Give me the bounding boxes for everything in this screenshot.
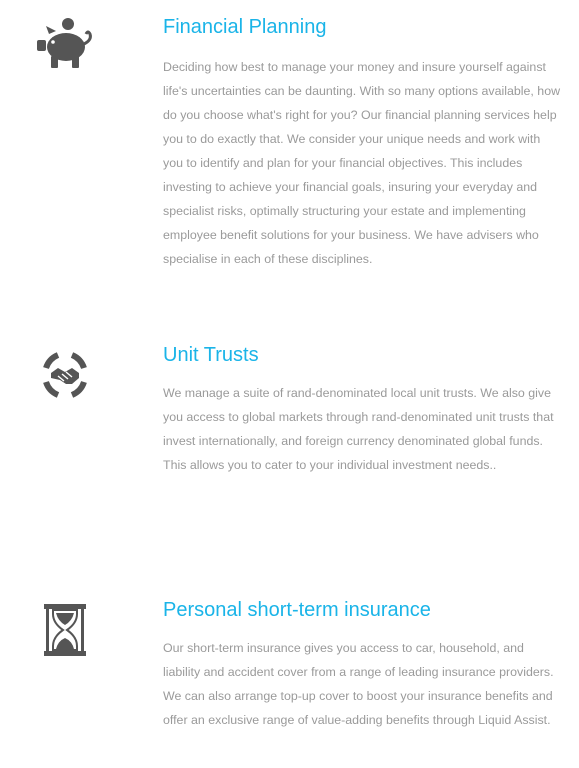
handshake-icon: [36, 346, 94, 404]
piggy-bank-icon: [36, 16, 94, 74]
section-title: Unit Trusts: [163, 344, 259, 366]
section-description: Deciding how best to manage your money and insure yourself against life's uncertainties can be daunting. With so many options available, how do you choose what's right for you? Our financial planning services help you to do exactly that. We consider your unique needs and work with you to identify and plan for your financial objectives. This includes investing to achieve your financial goals, insuring your everyday and specialist risks, optimally structuring your estate and implementing employee benefit solutions for your business. We have advisers who specialise in each of these disciplines.: [163, 60, 561, 266]
section-description: We manage a suite of rand-denominated local unit trusts. We also give you access to global markets through rand-denominated unit trusts that invest internationally, and foreign currency denominated global funds. This allows you to cater to your individual investment needs..: [163, 386, 554, 472]
section-title: Personal short-term insurance: [163, 599, 431, 621]
section-title: Financial Planning: [163, 16, 327, 38]
hourglass-icon: [36, 601, 94, 659]
section-description: Our short-term insurance gives you access to car, household, and liability and accident cover from a range of leading insurance providers. We can also arrange top-up cover to boost your insurance benefits and offer an exclusive range of value-adding benefits through Liquid Assist.: [163, 641, 554, 727]
